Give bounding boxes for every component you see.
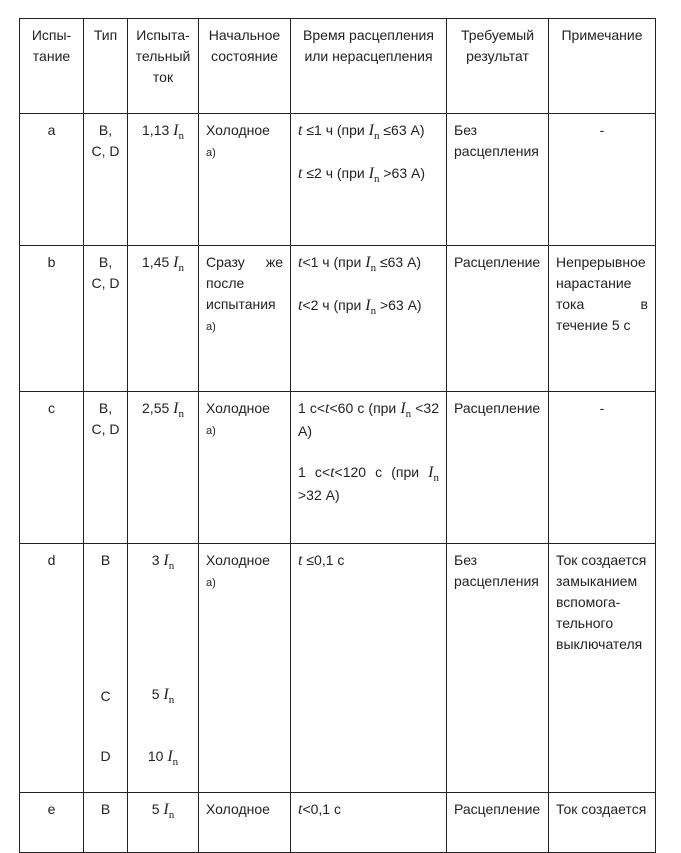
test-id: a: [20, 114, 84, 246]
result-cell: Расцепление: [447, 246, 549, 392]
test-id: c: [20, 392, 84, 544]
time-cell: t ≤1 ч (при $I_n \le 63$ А) t ≤2 ч (при $I_n >63$ А): [291, 114, 447, 246]
current-cell: 2,55 $I_n$: [128, 392, 199, 544]
type-cell: B, C, D: [84, 246, 128, 392]
table-row: [20, 392, 656, 544]
test-id: b: [20, 246, 84, 392]
note-cell: -: [549, 114, 656, 246]
header-initial: Начальное состояние: [199, 19, 291, 114]
result-cell: Расцепление: [447, 392, 549, 544]
table-row: [20, 793, 656, 853]
type-cell: B: [84, 793, 128, 853]
initial-cell: Холодное: [199, 793, 291, 853]
result-cell: Без расцепления: [447, 114, 549, 246]
header-type: Тип: [84, 19, 128, 114]
header-current: Испыта-тельный ток: [128, 19, 199, 114]
header-row: [20, 19, 656, 114]
current-cell: 3 $I_n$ 5 $I_n$ 10 $I_n$: [128, 544, 199, 793]
type-cell: B C D: [84, 544, 128, 793]
initial-cell: Холодное а): [199, 392, 291, 544]
result-cell: Расцепление: [447, 793, 549, 853]
time-cell: t<1 ч (при $I_n \le 63$ А) t<2 ч (при $I_n >63$ А): [291, 246, 447, 392]
table-row: [20, 246, 656, 392]
current-cell: 1,13 $I_n$: [128, 114, 199, 246]
initial-cell: Холодное а): [199, 114, 291, 246]
header-result: Требуемый результат: [447, 19, 549, 114]
header-time: Время расцепления или нерасцепления: [291, 19, 447, 114]
time-cell: t<0,1 с: [291, 793, 447, 853]
current-cell: 1,45 $I_n$: [128, 246, 199, 392]
note-cell: Ток создается: [549, 793, 656, 853]
header-test: Испы-тание: [20, 19, 84, 114]
result-cell: Без расцепления: [447, 544, 549, 793]
type-cell: B, C, D: [84, 392, 128, 544]
initial-cell: Холодное а): [199, 544, 291, 793]
table-row: [20, 544, 656, 793]
table-row: [20, 114, 656, 246]
test-id: d: [20, 544, 84, 793]
note-cell: Непрерывное нарастание тока в течение 5 с: [549, 246, 656, 392]
type-cell: B, C, D: [84, 114, 128, 246]
header-note: Примечание: [549, 19, 656, 114]
test-id: e: [20, 793, 84, 853]
time-cell: 1 с<t<60 с (при $I_n <32$ А) 1 с<t<120 с (при $I_n >32$ А): [291, 392, 447, 544]
current-cell: 5 $I_n$: [128, 793, 199, 853]
time-cell: t ≤0,1 с: [291, 544, 447, 793]
note-cell: -: [549, 392, 656, 544]
note-cell: Ток создается замыканием вспомога-тельного выключателя: [549, 544, 656, 793]
initial-cell: Сразу же после испытания а): [199, 246, 291, 392]
tripping-characteristics-table: [19, 18, 656, 853]
